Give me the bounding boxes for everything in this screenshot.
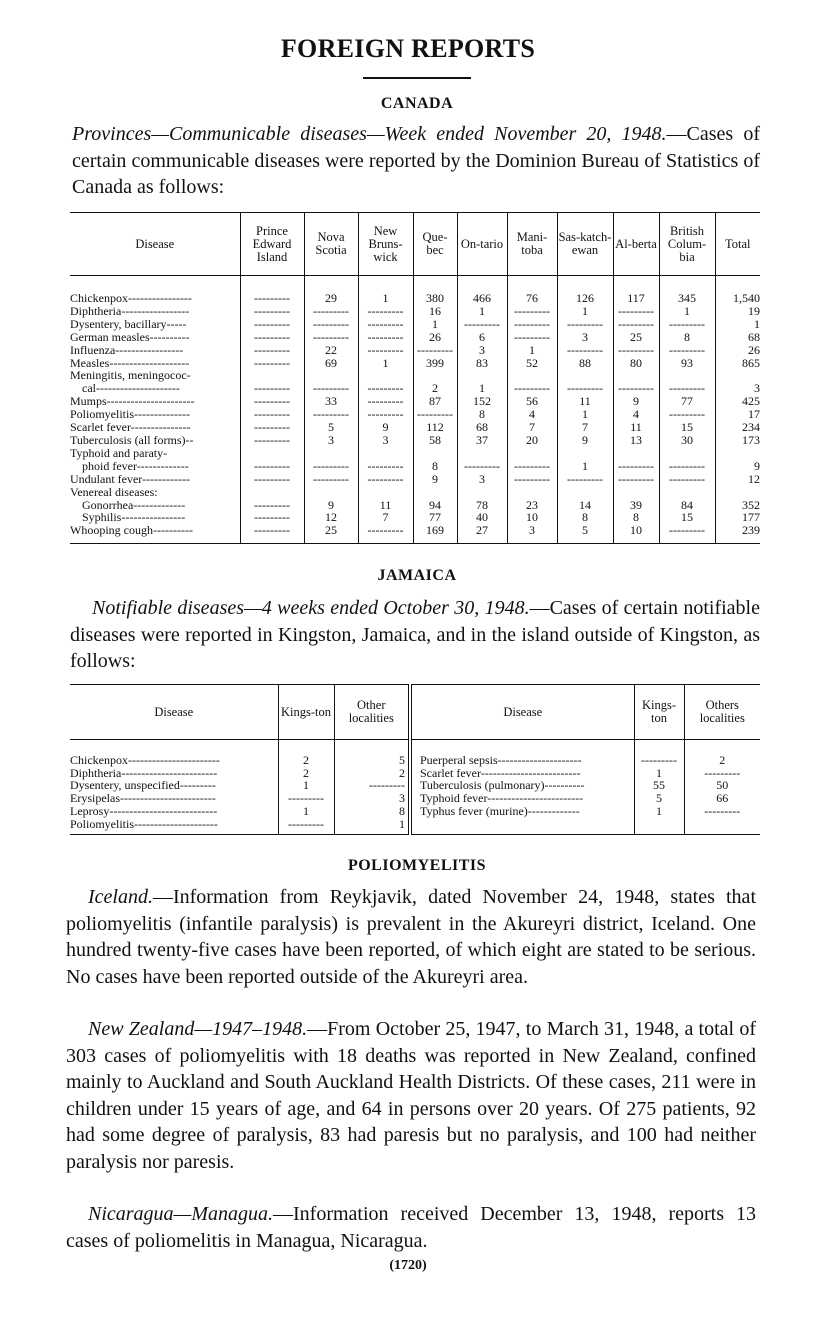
canada-col-disease: Chickenpox---------------- Diphtheria----------------- Dysentery, bacillary----- German measles---------- Influenza----------------- Measles-------------------- Meningitis, meningococ- cal--------------------- Mumps---------------------- Poliomyelitis-------------- Scarlet fever--------------- Tuberculosis (all forms)-- Typhoid and paraty- phoid fever------------- Undulant fever------------ Venereal diseases: Gonorrhea------------- Syphilis---------------- Whooping cough---------- bbox=[70, 291, 195, 538]
canada-col-saskatchewan: 126 1 --------- 3 --------- 88 --------- 11 1 7 9 1 --------- 14 8 5 bbox=[557, 276, 613, 544]
jamaica-heading: JAMAICA bbox=[377, 567, 457, 584]
canada-header-new-brunswick: New Bruns-wick bbox=[358, 213, 413, 276]
new-zealand-italic: New Zealand—1947–1948. bbox=[88, 1018, 308, 1040]
canada-disease-table bbox=[70, 212, 760, 544]
iceland-paragraph bbox=[66, 884, 756, 990]
nicaragua-paragraph bbox=[66, 1201, 756, 1254]
page-title: FOREIGN REPORTS bbox=[280, 34, 536, 63]
jamaica-table-header-row bbox=[70, 685, 760, 740]
jamaica-header-kingston-right: Kings-ton bbox=[634, 685, 684, 740]
jamaica-header-kingston-left: Kings-ton bbox=[278, 685, 334, 740]
canada-header-british-columbia: British Colum-bia bbox=[659, 213, 715, 276]
canada-header-manitoba: Mani-toba bbox=[507, 213, 557, 276]
canada-header-alberta: Al-berta bbox=[613, 213, 659, 276]
canada-col-british-columbia: 345 1 --------- 8 --------- 93 --------- 77 --------- 15 30 --------- --------- 84 15 --------- bbox=[659, 276, 715, 544]
canada-header-ontario: On-tario bbox=[457, 213, 507, 276]
canada-heading: CANADA bbox=[380, 95, 454, 112]
jamaica-header-other-left: Other localities bbox=[334, 685, 410, 740]
jamaica-col-kingston-right: --------- 1 55 5 1 bbox=[634, 740, 684, 835]
jamaica-disease-table bbox=[70, 684, 760, 835]
canada-intro-italic: Provinces—Communicable diseases—Week ended November 20, 1948. bbox=[72, 123, 667, 145]
jamaica-table-body-row bbox=[70, 740, 760, 835]
new-zealand-paragraph bbox=[66, 1016, 756, 1175]
canada-header-nova-scotia: Nova Scotia bbox=[304, 213, 358, 276]
jamaica-col-disease-right: Puerperal sepsis--------------------- Scarlet fever------------------------- Tuberculosis (pulmonary)---------- Typhoid fever------------------------ Typhus fever (murine)------------- bbox=[410, 740, 634, 835]
canada-intro-text: —Cases of certain communicable diseases were reported by the Dominion Bureau of Statistics of Canada as follows: bbox=[72, 123, 760, 198]
canada-table-header-row bbox=[70, 213, 760, 276]
jamaica-header-other-right: Others localities bbox=[684, 685, 760, 740]
canada-col-manitoba: 76 --------- --------- --------- 1 52 --------- 56 4 7 20 --------- --------- 23 10 3 bbox=[507, 276, 557, 544]
page-number: (1720) bbox=[389, 1258, 427, 1273]
jamaica-col-other-left: 5 2 --------- 3 8 1 bbox=[334, 740, 410, 835]
poliomyelitis-heading: POLIOMYELITIS bbox=[347, 857, 487, 874]
jamaica-header-disease-left: Disease bbox=[70, 685, 278, 740]
canada-col-new-brunswick: 1 --------- --------- --------- --------- 1 --------- --------- --------- 9 3 --------- --------- 11 7 --------- bbox=[358, 276, 413, 544]
jamaica-intro-text: —Cases of certain notifiable diseases were reported in Kingston, Jamaica, and in the island outside of Kingston, as follows: bbox=[70, 597, 760, 672]
jamaica-col-other-right: 2 --------- 50 66 --------- bbox=[684, 740, 760, 835]
nicaragua-italic: Nicaragua—Managua. bbox=[88, 1203, 273, 1225]
jamaica-col-disease-left: Chickenpox----------------------- Diphtheria------------------------ Dysentery, unspecified--------- Erysipelas------------------------ Leprosy--------------------------- Poliomyelitis--------------------- bbox=[70, 753, 220, 831]
canada-header-quebec: Que-bec bbox=[413, 213, 457, 276]
nicaragua-text: —Information received December 13, 1948, reports 13 cases of poliomelitis in Managua, Nicaragua. bbox=[66, 1203, 756, 1252]
canada-col-alberta: 117 --------- --------- 25 --------- 80 --------- 9 4 11 13 --------- --------- 39 8 10 bbox=[613, 276, 659, 544]
canada-header-saskatchewan: Sas-katch-ewan bbox=[557, 213, 613, 276]
title-rule bbox=[363, 77, 471, 79]
new-zealand-text: —From October 25, 1947, to March 31, 1948, a total of 303 cases of poliomyelitis with 18 deaths was reported in New Zealand, confined mainly to Auckland and South Auckland Health Districts. Of these cases, 211 were in children under 15 years of age, and 64 in persons over 20 years. Of 275 patients, 92 had some degree of paralysis, 83 had paresis but no paralysis, and 100 had neither paralysis nor paresis. bbox=[66, 1018, 756, 1173]
jamaica-intro bbox=[70, 595, 760, 675]
jamaica-col-kingston-left: 2 2 1 --------- 1 --------- bbox=[278, 740, 334, 835]
canada-col-nova-scotia: 29 --------- --------- --------- 22 69 --------- 33 --------- 5 3 --------- --------- 9 12 25 bbox=[304, 276, 358, 544]
canada-table-body-row bbox=[70, 276, 760, 544]
canada-intro bbox=[72, 121, 760, 201]
canada-col-quebec: 380 16 1 26 --------- 399 2 87 --------- 112 58 8 9 94 77 169 bbox=[413, 276, 457, 544]
canada-header-pei: Prince Edward Island bbox=[240, 213, 304, 276]
canada-header-disease: Disease bbox=[70, 213, 240, 276]
canada-col-total: 1,540 19 1 68 26 865 3 425 17 234 173 9 12 352 177 239 bbox=[715, 276, 760, 544]
jamaica-header-disease-right: Disease bbox=[410, 685, 634, 740]
iceland-italic: Iceland. bbox=[88, 886, 153, 908]
canada-col-ontario: 466 1 --------- 6 3 83 1 152 8 68 37 --------- 3 78 40 27 bbox=[457, 276, 507, 544]
canada-header-total: Total bbox=[715, 213, 760, 276]
jamaica-intro-italic: Notifiable diseases—4 weeks ended October 30, 1948. bbox=[92, 597, 530, 619]
iceland-text: —Information from Reykjavik, dated November 24, 1948, states that poliomyelitis (infantile paralysis) is prevalent in the Akureyri district, Iceland. One hundred twenty-five cases have been reported, of which eight are stated to be serious. No cases have been reported outside of the Akureyri area. bbox=[66, 886, 756, 988]
canada-col-pei: --------- --------- --------- --------- --------- --------- --------- --------- --------- --------- --------- --------- --------- --------- --------- --------- bbox=[240, 276, 304, 544]
